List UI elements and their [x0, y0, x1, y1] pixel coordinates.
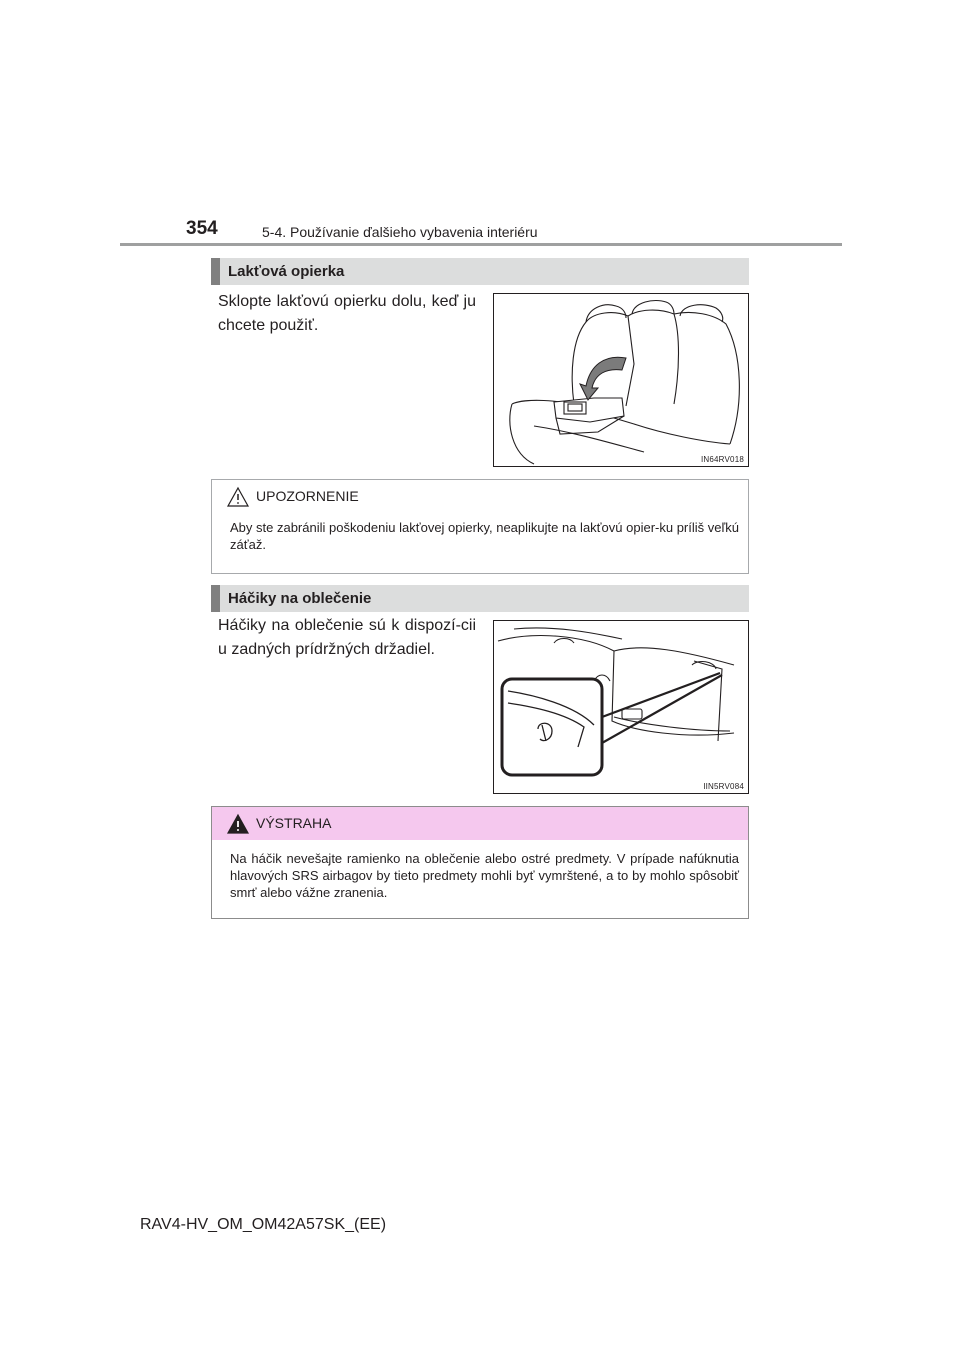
hooks-heading-text: Háčiky na oblečenie — [228, 590, 372, 607]
warning-text: Na háčik nevešajte ramienko na oblečenie alebo ostré predmety. V prípade nafúknutia hlavových SRS airbagov by tieto predmety mohli byť vymrštené, a to by mohlo spôsobiť smrť alebo vážne zranenia. — [230, 851, 739, 900]
hooks-illustration — [493, 620, 749, 794]
rear-seat-armrest-drawing — [494, 294, 748, 466]
caution-header — [212, 480, 748, 513]
armrest-instruction: Sklopte lakťovú opierku dolu, keď ju chcete použiť. — [218, 293, 476, 334]
warning-triangle-icon — [226, 813, 250, 835]
armrest-heading-text: Lakťová opierka — [228, 263, 345, 280]
warning-title: VÝSTRAHA — [256, 815, 332, 831]
warning-box — [211, 806, 749, 919]
caution-title: UPOZORNENIE — [256, 488, 359, 504]
hooks-instruction: Háčiky na oblečenie sú k dispozí-cii u zadných prídržných držadiel. — [218, 617, 476, 658]
armrest-illustration — [493, 293, 749, 467]
hooks-figure-id: IIN5RV084 — [703, 782, 744, 791]
clothes-hook-drawing — [494, 621, 748, 793]
warning-body — [212, 840, 748, 918]
caution-triangle-icon — [226, 486, 250, 508]
section-title: 5-4. Používanie ďalšieho vybavenia interiéru — [262, 224, 538, 240]
caution-text: Aby ste zabránili poškodeniu lakťovej opierky, neaplikujte na lakťovú opier-ku príliš veľkú záťaž. — [230, 520, 740, 552]
warning-header — [212, 807, 748, 840]
hooks-heading — [211, 585, 749, 612]
armrest-heading — [211, 258, 749, 285]
header-rule — [120, 243, 842, 246]
page-number: 354 — [186, 218, 218, 239]
caution-box — [211, 479, 749, 574]
model-code-footer: RAV4-HV_OM_OM42A57SK_(EE) — [140, 1216, 387, 1233]
armrest-figure-id: IN64RV018 — [700, 455, 744, 464]
